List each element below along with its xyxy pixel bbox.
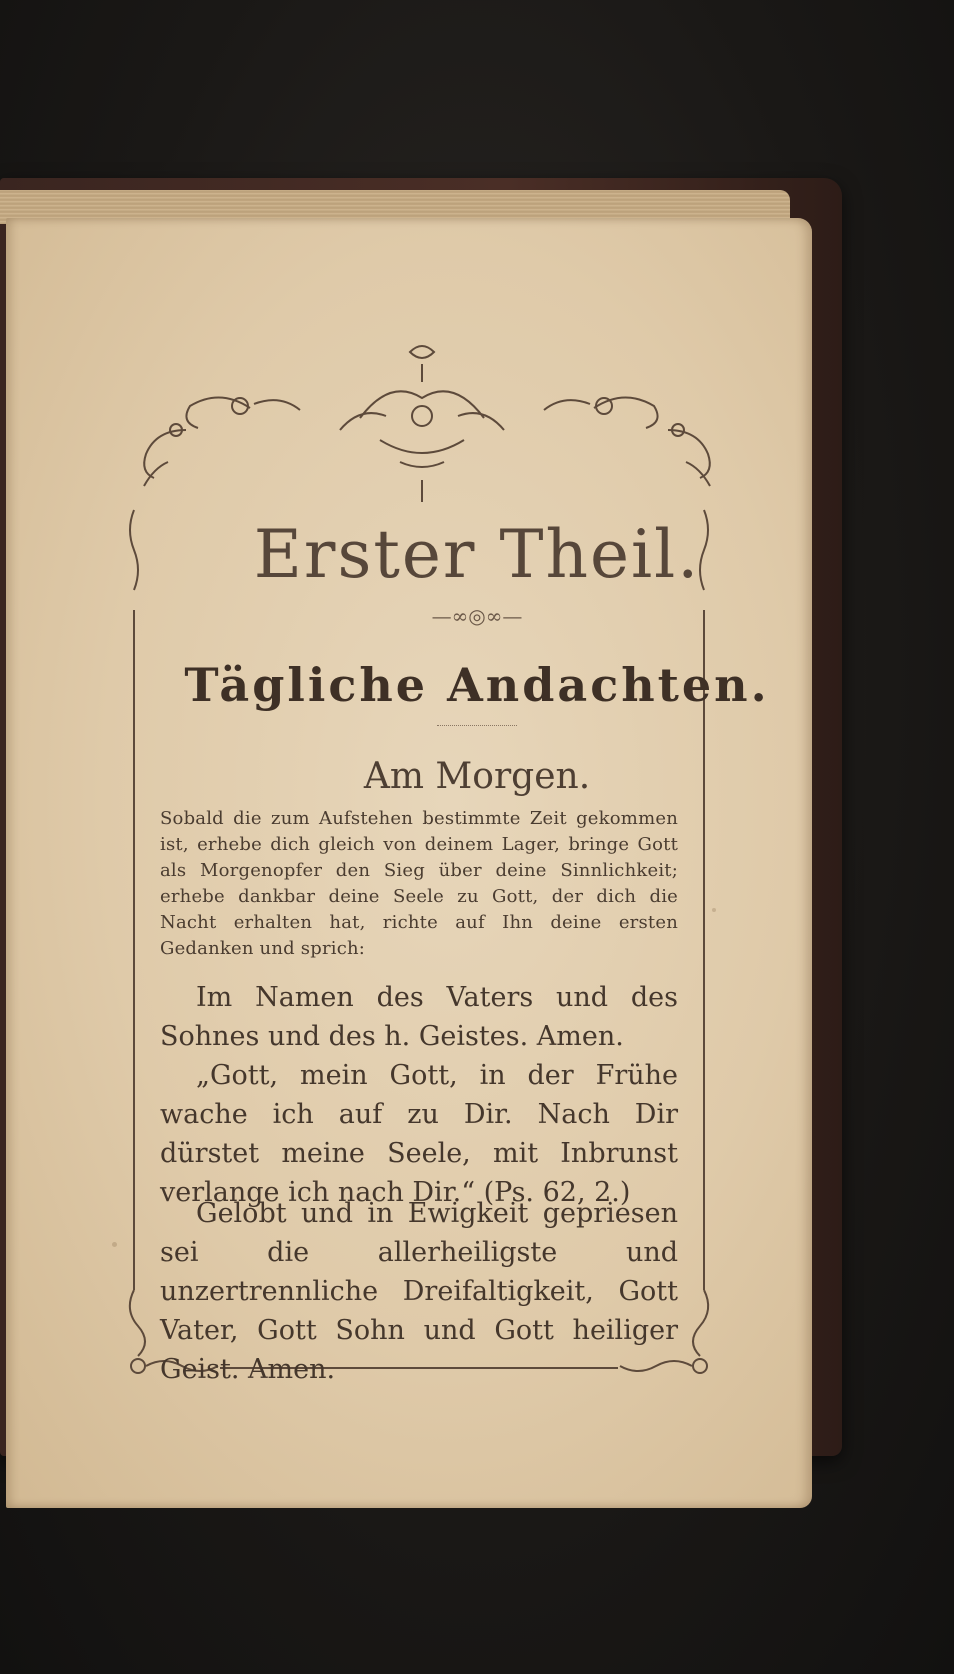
prayer-paragraph-3: Gelobt und in Ewigkeit gepriesen sei die allerheiligste und unzertrennliche Dreifaltigkeit, Gott Vater, Gott Sohn und Gott heiliger Geist. Amen. xyxy=(160,1198,678,1385)
title-divider: —∞◎∞— xyxy=(431,604,523,628)
prayer-paragraph-2: „Gott, mein Gott, in der Frühe wache ich auf zu Dir. Nach Dir dürstet meine Seele, mit Inbrunst verlange ich nach Dir.“ (Ps. 62, 2.) xyxy=(160,1060,678,1208)
instruction-text: Sobald die zum Aufstehen bestimmte Zeit gekommen ist, erhebe dich gleich von deinem Lager, bringe Gott als Morgenopfer den Sieg über deine Sinnlichkeit; erhebe dankbar deine Seele zu Gott, der dich die Nacht erhalten hat, richte auf Ihn deine ersten Gedanken und sprich: xyxy=(160,808,678,959)
part-title: Erster Theil. xyxy=(253,516,701,593)
section-rule xyxy=(437,725,517,730)
prayer-paragraph-1: Im Namen des Vaters und des Sohnes und des h. Geistes. Amen. xyxy=(160,982,678,1052)
subsection-title: Am Morgen. xyxy=(363,756,591,797)
section-title: Tägliche Andachten. xyxy=(184,658,770,712)
paper-stain xyxy=(112,1242,117,1247)
paper-stain xyxy=(712,908,716,912)
